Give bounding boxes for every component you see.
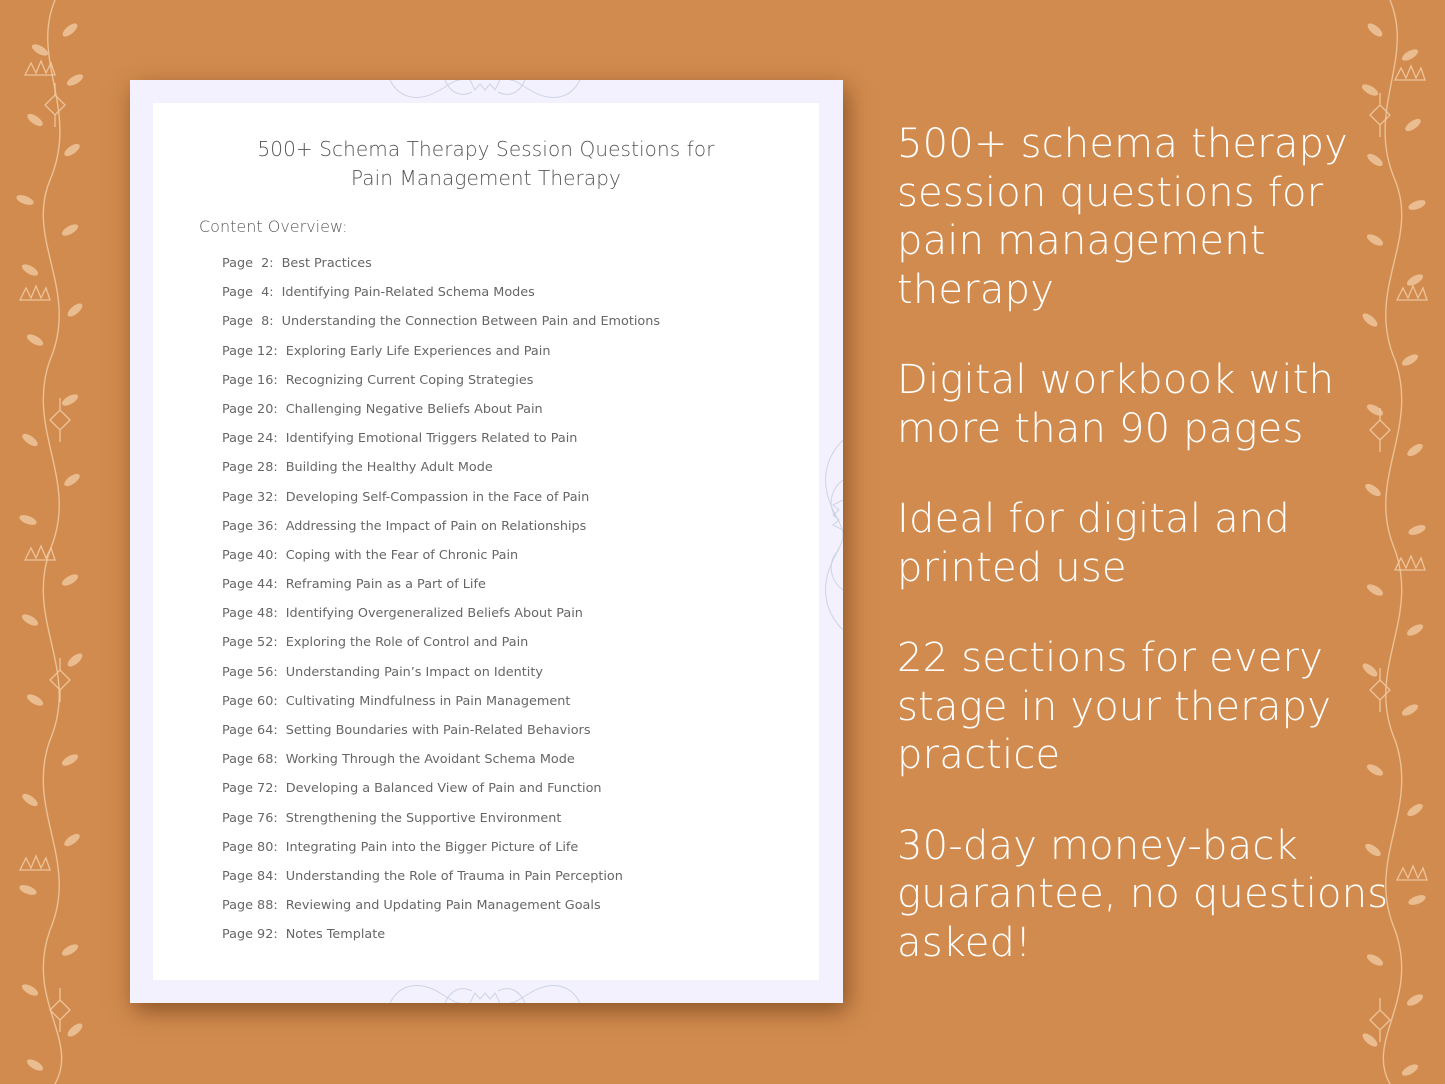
toc-page-number: Page 84: [222, 868, 278, 884]
toc-page-number: Page 36: [222, 518, 278, 534]
toc-item [222, 868, 660, 897]
document-title-line-1: 500+ Schema Therapy Session Questions for [257, 137, 715, 161]
toc-item [222, 926, 660, 955]
toc-page-number: Page 20: [222, 401, 278, 417]
toc-page-number: Page 32: [222, 489, 278, 505]
toc-page-number: Page 72: [222, 781, 278, 797]
toc-page-number: Page 52: [222, 635, 278, 651]
toc-title: Strengthening the Supportive Environment [285, 810, 562, 826]
toc-page-number: Page 48: [222, 606, 278, 622]
toc-title: Cultivating Mindfulness in Pain Management [285, 693, 571, 709]
toc-page-number: Page 8: [222, 314, 274, 330]
table-of-contents [222, 255, 660, 956]
toc-item [222, 664, 660, 693]
toc-title: Reviewing and Updating Pain Management Goals [285, 898, 601, 914]
toc-title: Building the Healthy Adult Mode [285, 460, 493, 476]
feature-usage: Ideal for digital and printed use [897, 496, 1290, 591]
toc-item [222, 576, 660, 605]
toc-title: Identifying Overgeneralized Beliefs About Pain [285, 606, 583, 622]
toc-item [222, 634, 660, 663]
toc-page-number: Page 60: [222, 693, 278, 709]
toc-title: Best Practices [281, 256, 372, 271]
toc-item [222, 897, 660, 926]
feature-list [897, 120, 1417, 967]
floral-vine-left-icon [0, 0, 110, 1084]
toc-page-number: Page 68: [222, 752, 278, 768]
toc-title: Understanding the Role of Trauma in Pain Perception [285, 868, 623, 884]
toc-item [222, 343, 660, 372]
toc-item [222, 284, 660, 313]
toc-page-number: Page 44: [222, 577, 278, 593]
toc-title: Working Through the Avoidant Schema Mode [285, 752, 575, 768]
toc-title: Notes Template [285, 927, 386, 943]
toc-title: Reframing Pain as a Part of Life [285, 577, 486, 593]
toc-item [222, 810, 660, 839]
mandala-right-icon [819, 440, 843, 630]
toc-title: Identifying Emotional Triggers Related to Pain [285, 431, 578, 447]
document-page-preview [130, 80, 843, 1003]
toc-item [222, 518, 660, 547]
document-content [153, 103, 819, 980]
toc-item [222, 605, 660, 634]
toc-item [222, 839, 660, 868]
toc-item [222, 401, 660, 430]
toc-page-number: Page 16: [222, 372, 278, 388]
toc-item [222, 780, 660, 809]
content-overview-label: Content Overview: [199, 217, 348, 236]
mandala-top-icon [380, 80, 590, 103]
toc-title: Identifying Pain-Related Schema Modes [281, 285, 535, 301]
toc-item [222, 430, 660, 459]
toc-title: Developing Self-Compassion in the Face of Pain [285, 489, 590, 505]
toc-page-number: Page 24: [222, 431, 278, 447]
toc-item [222, 722, 660, 751]
toc-item [222, 693, 660, 722]
toc-item [222, 459, 660, 488]
toc-page-number: Page 4: [222, 285, 274, 301]
toc-item [222, 372, 660, 401]
document-title [153, 135, 819, 193]
toc-page-number: Page 88: [222, 898, 278, 914]
toc-title: Understanding Pain’s Impact on Identity [285, 664, 543, 680]
toc-page-number: Page 2: [222, 256, 274, 271]
toc-item [222, 547, 660, 576]
toc-title: Challenging Negative Beliefs About Pain [285, 401, 543, 417]
toc-page-number: Page 40: [222, 547, 278, 563]
toc-title: Addressing the Impact of Pain on Relationships [285, 518, 587, 534]
feature-question-count: 500+ schema therapy session questions for pain management therapy [897, 121, 1349, 313]
toc-title: Exploring Early Life Experiences and Pain [285, 343, 551, 359]
feature-page-count: Digital workbook with more than 90 pages [897, 357, 1335, 452]
toc-item [222, 313, 660, 342]
toc-title: Developing a Balanced View of Pain and Function [285, 781, 602, 797]
toc-page-number: Page 76: [222, 810, 278, 826]
toc-page-number: Page 56: [222, 664, 278, 680]
document-title-line-2: Pain Management Therapy [351, 166, 621, 190]
mandala-bottom-icon [380, 980, 590, 1003]
feature-sections: 22 sections for every stage in your therapy practice [897, 635, 1332, 778]
toc-title: Understanding the Connection Between Pain and Emotions [281, 314, 661, 330]
toc-page-number: Page 80: [222, 839, 278, 855]
toc-title: Setting Boundaries with Pain-Related Behaviors [285, 723, 591, 738]
toc-item [222, 751, 660, 780]
toc-title: Exploring the Role of Control and Pain [285, 635, 529, 651]
toc-page-number: Page 64: [222, 723, 278, 738]
toc-page-number: Page 12: [222, 343, 278, 359]
toc-page-number: Page 28: [222, 460, 278, 476]
toc-title: Coping with the Fear of Chronic Pain [285, 547, 519, 563]
toc-title: Integrating Pain into the Bigger Picture of Life [285, 839, 579, 855]
toc-title: Recognizing Current Coping Strategies [285, 372, 534, 388]
feature-guarantee: 30-day money-back guarantee, no questions asked! [897, 822, 1389, 966]
toc-item [222, 489, 660, 518]
toc-page-number: Page 92: [222, 927, 278, 943]
toc-item [222, 255, 660, 284]
